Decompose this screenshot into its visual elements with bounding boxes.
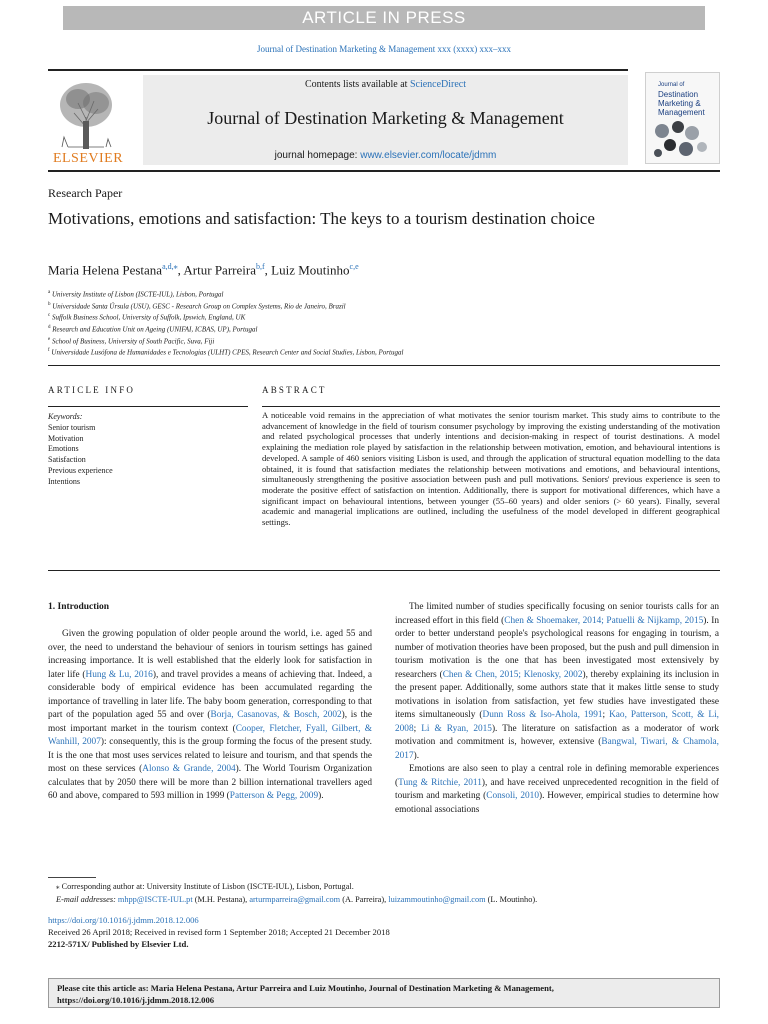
citation-link[interactable]: Li & Ryan, 2015 <box>421 723 492 734</box>
citation-link[interactable]: Patterson & Pegg, 2009 <box>229 791 319 801</box>
keyword: Satisfaction <box>48 455 86 465</box>
body-text: ; <box>602 710 610 720</box>
section-rule <box>48 365 720 366</box>
author-name: Artur Parreira <box>183 262 256 278</box>
body-paragraph <box>48 628 372 804</box>
section-rule <box>48 570 720 571</box>
cover-image-icon <box>648 117 718 163</box>
citation-link[interactable]: Chen & Chen, 2015; Klenosky, 2002 <box>442 669 583 680</box>
email-owner: (A. Parreira), <box>340 894 389 904</box>
footnotes <box>56 881 716 906</box>
body-text: ), thereby explaining its inclusion in the present paper. Additionally, some authors state that it makes little sense to study motivations in isolation from satisfaction, yet few studies have investigated these items simultaneously ( <box>395 669 719 720</box>
journal-reference-link[interactable]: Journal of Destination Marketing & Management xxx (xxxx) xxx–xxx <box>257 44 511 54</box>
email-owner: (L. Moutinho). <box>485 894 538 904</box>
affiliation-mark: a <box>48 290 51 295</box>
received-dates: Received 26 April 2018; Received in revised form 1 September 2018; Accepted 21 December 2018 <box>48 927 390 937</box>
article-in-press-banner: ARTICLE IN PRESS <box>63 6 705 30</box>
affiliation-text: Suffolk Business School, University of Suffolk, Ipswich, England, UK <box>50 313 246 322</box>
body-text: ). In order to better understand people's psychological reasons for engaging in tourism, a number of motivation theories have been proposed, but the push and pull dimension in tourism motivation is the one that has been investigated most extensively by researchers ( <box>395 615 719 680</box>
doi-link[interactable]: https://doi.org/10.1016/j.jdmm.2018.12.006 <box>48 915 199 925</box>
article-info-rule <box>48 406 248 407</box>
keyword: Motivation <box>48 433 84 443</box>
body-text: ). However, empirical studies to determine how emotional associations <box>395 791 720 815</box>
body-paragraph <box>395 601 719 763</box>
body-text: ). <box>413 750 420 761</box>
affiliation <box>48 288 708 300</box>
body-text: ): consequently, this is the group forming the focus of the present study. It is the one that most uses services related to leisure and tourism, and that spends the most on these services ( <box>48 737 372 774</box>
journal-homepage <box>143 150 628 161</box>
keyword: Intentions <box>48 476 80 486</box>
citation-link[interactable]: Cooper, Fletcher, Fyall, Gilbert, & Wanhill, 2007 <box>48 723 372 747</box>
homepage-prefix: journal homepage: <box>274 150 361 161</box>
paper-type: Research Paper <box>48 186 123 200</box>
cover-title <box>658 81 718 117</box>
elsevier-logo <box>48 75 128 165</box>
author-affiliation-marks[interactable]: a,d, <box>162 262 174 271</box>
author-list <box>48 262 359 278</box>
affiliation-text: University Institute of Lisbon (ISCTE-IUL), Lisbon, Portugal <box>50 290 224 299</box>
author-separator: , <box>177 262 184 278</box>
keyword-list <box>48 423 248 488</box>
issn-publisher: 2212-571X/ Published by Elsevier Ltd. <box>48 939 189 949</box>
section-heading-introduction: 1. Introduction <box>48 602 110 612</box>
corresponding-author-note <box>56 881 716 894</box>
elsevier-tree-icon <box>48 75 128 165</box>
abstract-heading: ABSTRACT <box>262 385 327 395</box>
cover-title-line: Journal of <box>658 82 685 88</box>
affiliation-list <box>48 288 708 358</box>
author-name: Maria Helena Pestana <box>48 262 163 278</box>
body-text: ). The literature on satisfaction as a moderator of work motivation and commitment is, however, extensive ( <box>395 723 719 747</box>
header-rule <box>48 69 628 71</box>
author-affiliation-marks[interactable]: b,f <box>255 262 265 271</box>
body-text: ). The World Tourism Organization calculates that by 2050 there will be more than 2 billion international travellers aged 60 and above, compared to 593 million in 1999 ( <box>48 764 372 801</box>
affiliation <box>48 346 708 358</box>
email-link[interactable]: mhpp@ISCTE-IUL.pt <box>117 894 193 904</box>
masthead-bottom-rule <box>48 170 720 172</box>
citation-link[interactable]: Consoli, 2010 <box>486 791 539 801</box>
body-column-left <box>48 628 372 804</box>
affiliation-mark: e <box>48 336 51 342</box>
citation-link[interactable]: Kao, Patterson, Scott, & Li, 2008 <box>395 710 719 734</box>
body-text: The limited number of studies specifically focusing on senior tourists calls for an increased effort in this field ( <box>395 602 719 626</box>
affiliation <box>48 323 708 335</box>
author-affiliation-marks[interactable]: c,e <box>349 262 359 271</box>
keyword: Previous experience <box>48 465 113 475</box>
affiliation-text: School of Business, University of South Pacific, Suva, Fiji <box>50 336 215 345</box>
keyword: Senior tourism <box>48 422 96 432</box>
journal-cover-thumbnail[interactable] <box>645 72 720 164</box>
body-text: ; <box>413 723 422 734</box>
body-text: ), and have received unprecedented recognition in the field of tourism and marketing ( <box>395 777 719 801</box>
affiliation-mark: c <box>48 313 51 319</box>
corresponding-author-text: Corresponding author at: University Institute of Lisbon (ISCTE-IUL), Lisbon, Portugal. <box>61 882 354 891</box>
citation-text: Please cite this article as: Maria Helena Pestana, Artur Parreira and Luiz Moutinho, Journal of Destination Marketing & Management, <box>57 983 554 993</box>
citation-link[interactable]: Tung & Ritchie, 2011 <box>398 777 482 788</box>
svg-text:ELSEVIER: ELSEVIER <box>52 151 124 165</box>
cover-title-line: Destination <box>658 90 699 99</box>
affiliation-text: Universidade Lusófona de Humanidades e Tecnologias (ULHT) CPES, Research Center and Social Studies, Lisbon, Portugal <box>49 348 404 357</box>
citation-link[interactable]: Hung & Lu, 2016 <box>85 669 153 680</box>
body-text: Given the growing population of older people around the world, i.e. aged 55 and over, the need to understand the behaviour of seniors in tourism settings has gained increasing importance. It is well established that the elderly look for satisfaction in later life ( <box>48 629 372 680</box>
footnote-rule <box>48 877 96 878</box>
citation-link[interactable]: Dunn Ross & Iso-Ahola, 1991 <box>482 710 603 720</box>
affiliation <box>48 311 708 323</box>
contents-availability <box>143 79 628 90</box>
cover-title-line: Management <box>658 108 705 117</box>
email-addresses <box>56 894 716 907</box>
abstract-text: A noticeable void remains in the appreciation of what motivates the senior tourism market. This study aims to contribute to the advancement of knowledge in the field of tourism consumer psychology by improving the existing understanding of the motivation and related psychological processes that underly intentions and decision-making in respect of tourist destinations. A model explaining the mediation role played by satisfaction in the relationship between motivation, emotion, and behavioural intentions is developed. A sample of 460 seniors visiting Lisbon is used, and through the application of structural equation modelling to the data obtained, it is found that satisfaction mediates the relationship between motivations and emotions, and behavioural intentions, simultaneously strengthening the positive association between push and pull motivations. Seniors' previous experience is seen to moderate the positive effect of satisfaction on intention. Additionally, there is support for motivational differences, which have a significant impact on behavioural intentions, between younger (55–60 years) and older seniors (> 60 years). Finally, several academic and managerial implications are outlined, including the usefulness of the model developed in different geographical settings. <box>262 410 720 528</box>
affiliation-text: Research and Education Unit on Ageing (UNIFAI, ICBAS, UP), Portugal <box>50 325 258 334</box>
affiliation-mark: d <box>48 324 51 330</box>
paper-title: Motivations, emotions and satisfaction: The keys to a tourism destination choice <box>48 209 595 228</box>
body-column-right <box>395 601 719 817</box>
corresponding-mark: ⁎ <box>56 883 60 891</box>
affiliation-mark: b <box>48 301 51 307</box>
citation-link[interactable]: Alonso & Grande, 2004 <box>142 764 236 774</box>
affiliation-mark: f <box>48 348 50 354</box>
email-link[interactable]: arturmparreira@gmail.com <box>249 894 341 904</box>
keywords-block <box>48 412 248 488</box>
keyword: Emotions <box>48 444 79 454</box>
citation-doi[interactable]: https://doi.org/10.1016/j.jdmm.2018.12.006 <box>57 995 215 1005</box>
sciencedirect-link[interactable]: ScienceDirect <box>409 79 467 90</box>
affiliation <box>48 335 708 347</box>
citation-box <box>48 978 720 1008</box>
email-owner: (M.H. Pestana), <box>192 894 250 904</box>
contents-prefix: Contents lists available at <box>304 79 410 90</box>
keywords-label: Keywords: <box>48 412 83 421</box>
body-text: ). <box>318 791 324 801</box>
citation-link[interactable]: Chen & Shoemaker, 2014; Patuelli & Nijkamp, 2015 <box>504 615 704 626</box>
email-link[interactable]: luizammoutinho@gmail.com <box>388 894 486 904</box>
citation-link[interactable]: Borja, Casanovas, & Bosch, 2002 <box>210 710 342 720</box>
abstract-rule <box>262 406 720 407</box>
cover-title-line: Marketing & <box>658 99 701 108</box>
journal-name: Journal of Destination Marketing & Management <box>207 108 564 128</box>
citation-link[interactable]: Bangwal, Tiwari, & Chamola, 2017 <box>395 737 719 761</box>
homepage-link[interactable]: www.elsevier.com/locate/jdmm <box>360 150 497 161</box>
body-text: Emotions are also seen to play a central role in defining memorable experiences ( <box>395 764 719 788</box>
article-info-heading: ARTICLE INFO <box>48 385 136 395</box>
body-text: ), is the most important market in the tourism context ( <box>48 710 372 734</box>
author-name: Luiz Moutinho <box>271 262 350 278</box>
affiliation-text: Universidade Santa Úrsula (USU), GESC - Research Group on Complex Systems, Rio de Janeiro, Brazil <box>50 301 346 310</box>
corresponding-author-mark[interactable]: ⁎ <box>173 262 178 271</box>
author-separator: , <box>264 262 272 278</box>
body-text: ), and travel provides a means of achieving that. Indeed, a considerable body of empirical evidence has been accumulated regarding the importance of travelling in later life. The baby boom generation, corresponding to that part of the population aged 55 and over ( <box>48 669 373 720</box>
email-label: E-mail addresses: <box>56 894 116 904</box>
body-paragraph <box>395 763 719 817</box>
affiliation <box>48 300 708 312</box>
